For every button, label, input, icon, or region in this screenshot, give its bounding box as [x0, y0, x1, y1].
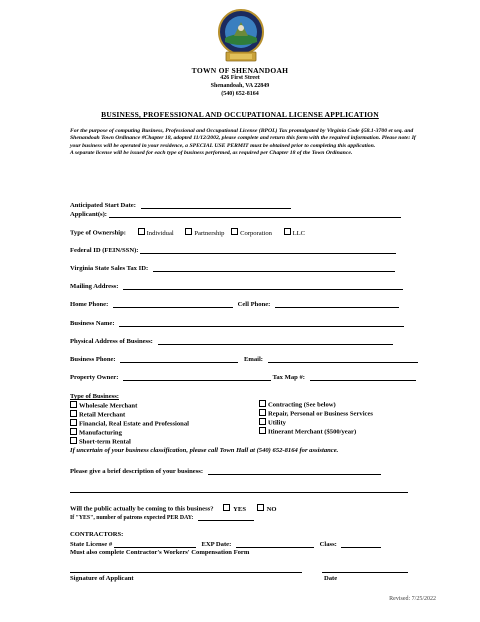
applicants-row [70, 210, 401, 218]
checkbox-icon [185, 228, 192, 235]
contractors-heading: CONTRACTORS: [70, 531, 124, 538]
physical-address-label: Physical Address of Business: [70, 338, 153, 345]
tax-map-field[interactable] [310, 373, 416, 381]
checkbox-icon [259, 418, 266, 425]
exp-date-label: EXP Date: [201, 541, 232, 548]
cell-phone-label: Cell Phone: [237, 301, 271, 308]
checkbox-icon [70, 410, 77, 417]
checkbox-icon [70, 437, 77, 444]
start-date-row [70, 201, 291, 209]
mailing-label: Mailing Address: [70, 283, 119, 290]
business-phone-row [70, 355, 418, 363]
public-row [70, 504, 277, 513]
patrons-label: If "YES", number of patrons expected PER DAY: [70, 515, 194, 521]
patrons-row [70, 514, 254, 521]
checkbox-icon [70, 419, 77, 426]
business-type-retail[interactable]: Retail Merchant [70, 410, 189, 419]
physical-address-row [70, 337, 393, 345]
public-question: Will the public actually be coming to this business? [70, 505, 214, 513]
home-phone-label: Home Phone: [70, 301, 109, 308]
property-owner-row [70, 373, 416, 381]
business-type-manufacturing[interactable]: Manufacturing [70, 428, 189, 437]
start-date-field[interactable] [141, 201, 291, 209]
cell-phone-field[interactable] [275, 300, 399, 308]
applicants-label: Applicant(s): [70, 211, 107, 218]
va-tax-id-row [70, 264, 395, 272]
revised-date: Revised: 7/25/2022 [389, 596, 436, 602]
business-type-wholesale[interactable]: Wholesale Merchant [70, 401, 189, 410]
checkbox-icon [259, 409, 266, 416]
class-field[interactable] [341, 540, 381, 548]
ownership-label: Type of Ownership: [70, 229, 126, 237]
form-title: BUSINESS, PROFESSIONAL AND OCCUPATIONAL LICENSE APPLICATION [101, 110, 379, 119]
address-city: Shenandoah, VA 22849 [210, 83, 270, 89]
workers-comp-note: Must also complete Contractor's Workers' Compensation Form [70, 549, 250, 556]
intro-paragraph: For the purpose of computing Business, Professional and Occupational License (BPOL) Tax promulgated by Virginia Code §58.1-3700 et seq. and Shenandoah Town Ordinance #Chapter 18, adopted 11/12/2002, please complete and return this form with the required information. Please note: If your business will be operated in your residence, a SPECIAL USE PERMIT must be obtained prior to completing this application. [70, 128, 416, 149]
description-field[interactable] [208, 467, 381, 475]
intro-text [70, 128, 420, 158]
business-name-field[interactable] [119, 319, 404, 327]
va-tax-id-field[interactable] [153, 264, 395, 272]
business-phone-label: Business Phone: [70, 356, 116, 363]
phone-row [70, 300, 399, 308]
town-name: TOWN OF SHENANDOAH [191, 66, 289, 75]
checkbox-icon [284, 228, 291, 235]
description-field-line-2[interactable] [70, 492, 408, 493]
email-field[interactable] [268, 355, 418, 363]
home-phone-field[interactable] [113, 300, 233, 308]
ownership-option-individual[interactable]: Individual [138, 230, 174, 237]
property-owner-label: Property Owner: [70, 374, 119, 381]
signature-label: Signature of Applicant [70, 575, 134, 582]
business-type-itinerant[interactable]: Itinerant Merchant ($500/year) [259, 427, 373, 436]
checkbox-icon [70, 401, 77, 408]
intro-paragraph-separate-license: A separate license will be issued for each type of business performed, as required per Chapter 18 of the Town Ordinance. [70, 150, 353, 157]
federal-id-label: Federal ID (FEIN/SSN): [70, 247, 139, 254]
business-type-repair-services[interactable]: Repair, Personal or Business Services [259, 409, 373, 418]
business-type-short-term-rental[interactable]: Short-term Rental [70, 437, 189, 446]
state-license-field[interactable] [114, 540, 196, 548]
contractor-license-row [70, 540, 381, 548]
public-yes-option[interactable]: YES [223, 506, 246, 513]
business-type-list-left [70, 392, 189, 446]
mailing-address-field[interactable] [123, 282, 403, 290]
patrons-field[interactable] [198, 514, 254, 521]
federal-id-row [70, 246, 396, 254]
property-owner-field[interactable] [123, 373, 271, 381]
classification-help-note: If uncertain of your business classification, please call Town Hall at (540) 652-8164 for assistance. [70, 447, 339, 454]
business-name-row [70, 319, 404, 327]
checkbox-icon [138, 228, 145, 235]
checkbox-icon [223, 504, 230, 511]
business-type-heading: Type of Business: [70, 393, 119, 400]
state-license-label: State License # [70, 541, 113, 548]
business-type-list-right [259, 400, 373, 436]
business-name-label: Business Name: [70, 320, 115, 327]
business-type-contracting[interactable]: Contracting (See below) [259, 400, 373, 409]
ownership-option-corporation[interactable]: Corporation [231, 230, 272, 237]
checkbox-icon [231, 228, 238, 235]
start-date-label: Anticipated Start Date: [70, 202, 136, 209]
town-phone: (540) 652-8164 [221, 91, 259, 97]
ownership-option-llc[interactable]: LLC [284, 230, 305, 237]
description-label: Please give a brief description of your business: [70, 468, 204, 475]
town-seal-logo [216, 8, 266, 66]
class-label: Class: [319, 541, 337, 548]
checkbox-icon [259, 427, 266, 434]
checkbox-icon [259, 400, 266, 407]
exp-date-field[interactable] [236, 540, 314, 548]
checkbox-icon [70, 428, 77, 435]
checkbox-icon [257, 504, 264, 511]
email-label: Email: [243, 356, 263, 363]
ownership-option-partnership[interactable]: Partnership [185, 230, 224, 237]
tax-map-label: Tax Map #: [272, 374, 305, 381]
business-type-financial[interactable]: Financial, Real Estate and Professional [70, 419, 189, 428]
mailing-row [70, 282, 403, 290]
signature-field[interactable] [70, 572, 302, 573]
public-no-option[interactable]: NO [257, 506, 277, 513]
va-tax-id-label: Virginia State Sales Tax ID: [70, 265, 149, 272]
address-street: 426 First Street [220, 75, 260, 81]
business-type-utility[interactable]: Utility [259, 418, 373, 427]
date-label: Date [324, 575, 338, 582]
signature-date-field[interactable] [322, 572, 408, 573]
federal-id-field[interactable] [140, 246, 396, 254]
description-row [70, 467, 381, 475]
business-phone-field[interactable] [120, 355, 238, 363]
ownership-row [70, 228, 305, 237]
applicants-field[interactable] [109, 210, 401, 218]
physical-address-field[interactable] [158, 337, 393, 345]
